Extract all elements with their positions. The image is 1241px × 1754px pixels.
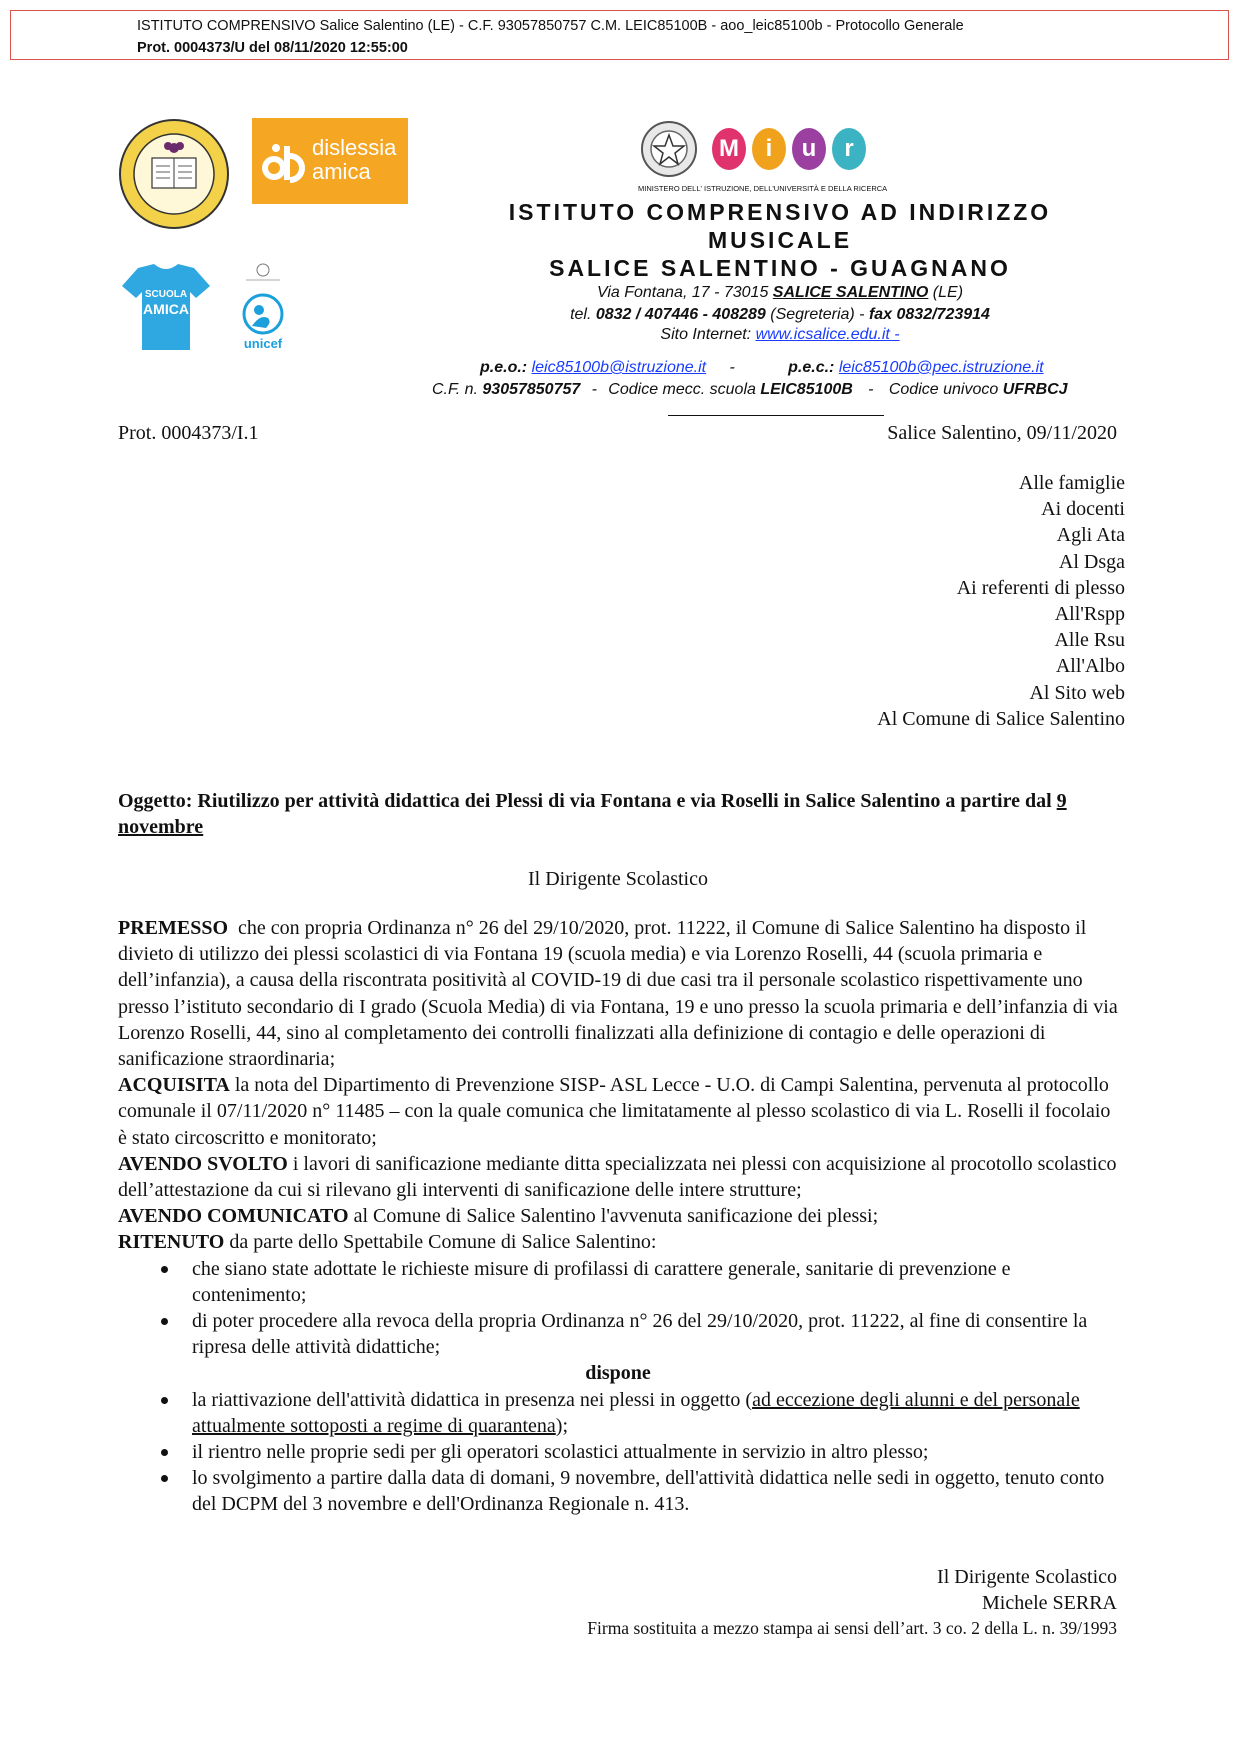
list-item: lo svolgimento a partire dalla data di domani, 9 novembre, dell'attività didattica nelle sedi in oggetto, tenuto conto del DCPM del 3 novembre e dell'Ordinanza Regionale n. 413.: [192, 1465, 1118, 1517]
address-line: [380, 283, 1180, 303]
dislessia-amica-logo: [252, 118, 408, 204]
cod-label: Codice mecc. scuola: [608, 381, 761, 398]
list-item: di poter procedere alla revoca della propria Ordinanza n° 26 del 29/10/2020, prot. 11222, al fine di consentire la ripresa delle attività didattiche;: [192, 1308, 1118, 1360]
school-crest-logo: [118, 118, 230, 230]
place-date: Salice Salentino, 09/11/2020: [887, 422, 1117, 444]
dispone-item-1-post: );: [555, 1414, 568, 1437]
dispone-list: [118, 1387, 1118, 1518]
recipient: Alle Rsu: [1054, 629, 1125, 652]
codes-separator-2: -: [868, 381, 874, 398]
comunicato-label: AVENDO COMUNICATO: [118, 1205, 349, 1228]
recipient: Al Sito web: [1029, 681, 1125, 704]
acquisita-paragraph: [118, 1072, 1118, 1151]
dispone-item-1-pre: la riattivazione dell'attività didattica in presenza nei plessi in oggetto (: [192, 1388, 753, 1411]
signature-note: Firma sostituita a mezzo stampa ai sensi dell’art. 3 co. 2 della L. n. 39/1993: [587, 1618, 1117, 1638]
site-link[interactable]: www.icsalice.edu.it -: [755, 326, 900, 343]
ritenuto-list: [118, 1256, 1118, 1361]
subject-text: Oggetto: Riutilizzo per attività didattica dei Plessi di via Fontana e via Roselli in Salice Salentino a partire dal: [118, 790, 1057, 812]
premesso-paragraph: [118, 915, 1123, 1072]
unicef-globe-icon: [238, 292, 288, 336]
dispone-heading: dispone: [585, 1362, 651, 1385]
acquisita-label: ACQUISITA: [118, 1074, 230, 1097]
miur-letter-u: u: [792, 128, 826, 170]
subject-date: 9 novembre: [118, 790, 1067, 839]
dislessia-label: dislessia: [312, 135, 397, 160]
italian-emblem-icon: [638, 118, 700, 180]
address-province: (LE): [928, 284, 964, 301]
signature-name: Michele SERRA: [982, 1592, 1117, 1615]
svolto-text: i lavori di sanificazione mediante ditta specializzata nei plessi con acquisizione al procotollo scolastico dell’attestazione da cui si rilevano gli interventi di sanificazione delle intere strutture;: [118, 1152, 1117, 1202]
email-separator: -: [729, 359, 735, 376]
recipient: Agli Ata: [1056, 524, 1125, 547]
header-divider: [668, 415, 884, 416]
miur-letter-i: i: [752, 128, 786, 170]
recipient: Ai docenti: [1041, 498, 1125, 521]
miur-letter-m: M: [712, 128, 746, 170]
recipients-list: [877, 470, 1125, 732]
svolto-label: AVENDO SVOLTO: [118, 1152, 288, 1175]
document-body: [118, 915, 1123, 1518]
fax-number: fax 0832/723914: [868, 306, 990, 323]
dispone-item-1-underlined: ad eccezione degli alunni e del personale attualmente sottoposti a regime di quarantena: [192, 1388, 1080, 1437]
cf-value: 93057850757: [482, 381, 581, 398]
scuola-amica-logo: [120, 262, 212, 354]
tel-numbers: 0832 / 407446 - 408289: [595, 306, 766, 323]
cf-label: C.F. n.: [432, 381, 483, 398]
recipient: All'Rspp: [1054, 603, 1125, 626]
miur-letter-r: r: [832, 128, 866, 170]
recipient: Al Dsga: [1058, 550, 1125, 573]
svolto-paragraph: [118, 1151, 1118, 1203]
protocol-number: Prot. 0004373/I.1: [118, 422, 259, 444]
list-item: [192, 1387, 1118, 1439]
stamp-line-1: ISTITUTO COMPRENSIVO Salice Salentino (LE) - C.F. 93057850757 C.M. LEIC85100B - aoo_leic85100b - Protocollo Generale: [137, 18, 964, 34]
codes-separator-1: -: [591, 381, 597, 398]
signature-role: Il Dirigente Scolastico: [937, 1566, 1117, 1588]
subject-line: [118, 788, 1118, 840]
ritenuto-paragraph: [118, 1229, 1118, 1255]
unicef-logo: [238, 262, 288, 352]
email-line: [480, 358, 1080, 378]
list-item: il rientro nelle proprie sedi per gli operatori scolastici attualmente in servizio in altro plesso;: [192, 1439, 1118, 1465]
school-title-line-1: ISTITUTO COMPRENSIVO AD INDIRIZZO: [508, 199, 1052, 225]
dislessia-ad-icon: [260, 140, 310, 184]
address-city: SALICE SALENTINO: [772, 284, 929, 301]
website-line: [380, 325, 1180, 345]
codes-line: [432, 380, 1152, 400]
peo-email-link[interactable]: leic85100b@istruzione.it: [531, 359, 707, 376]
emblem-small-icon: [238, 262, 288, 284]
premesso-text: che con propria Ordinanza n° 26 del 29/10/2020, prot. 11222, il Comune di Salice Salentino ha disposto il divieto di utilizzo dei plessi scolastici di via Fontana 19 (scuola media) e via Lorenzo Roselli, 44 (scuola primaria e dell’infanzia), a causa della riscontrata positività al COVID-19 di due casi tra il personale scolastico rispettivamente uno presso l’istituto secondario di I grado (Scuola Media) di via Fontana, 19 e uno presso la scuola primaria e dell’infanzia di via Lorenzo Roselli, 44, sino al completamento dei controlli finalizzati alla definizione di contagio e delle operazioni di sanificazione straordinaria;: [118, 917, 1123, 1071]
comunicato-paragraph: [118, 1203, 1118, 1229]
pec-email-link[interactable]: leic85100b@pec.istruzione.it: [838, 359, 1044, 376]
acquisita-text: la nota del Dipartimento di Prevenzione SISP- ASL Lecce - U.O. di Campi Salentina, pervenuta al protocollo comunale il 07/11/2020 n° 11485 – con la quale comunica che limitatamente al plesso scolastico di via L. Roselli il focolaio è stato circoscritto e monitorato;: [118, 1074, 1111, 1149]
school-title-line-3: SALICE SALENTINO - GUAGNANO: [549, 255, 1011, 281]
list-item: che siano state adottate le richieste misure di profilassi di carattere generale, sanitarie di prevenzione e contenimento;: [192, 1256, 1118, 1308]
pec-label: p.e.c.:: [788, 359, 839, 376]
amica-shirt-label: AMICA: [143, 301, 189, 317]
cod-value: LEIC85100B: [760, 381, 853, 398]
school-title-line-2: MUSICALE: [707, 227, 853, 253]
dirigente-heading: Il Dirigente Scolastico: [528, 868, 708, 890]
tel-note: (Segreteria) -: [765, 306, 869, 323]
recipient: Alle famiglie: [1018, 472, 1125, 494]
address-street: Via Fontana, 17 - 73015: [596, 284, 773, 301]
univ-label: Codice univoco: [888, 381, 1003, 398]
recipient: Ai referenti di plesso: [956, 576, 1125, 599]
unicef-label: unicef: [243, 336, 283, 351]
comunicato-text: al Comune di Salice Salentino l'avvenuta sanificazione dei plessi;: [348, 1205, 879, 1228]
site-label: Sito Internet:: [660, 326, 756, 343]
stamp-line-2: Prot. 0004373/U del 08/11/2020 12:55:00: [137, 40, 408, 56]
univ-value: UFRBCJ: [1002, 381, 1068, 398]
amica-label: amica: [312, 159, 371, 184]
signature-block: [937, 1564, 1117, 1616]
tel-label: tel.: [570, 306, 596, 323]
peo-label: p.e.o.:: [480, 359, 532, 376]
recipient: All'Albo: [1055, 655, 1125, 678]
ritenuto-text: da parte dello Spettabile Comune di Salice Salentino:: [224, 1231, 657, 1254]
protocol-stamp: [10, 10, 1229, 60]
phone-line: [380, 305, 1180, 325]
recipient: Al Comune di Salice Salentino: [877, 707, 1125, 730]
premesso-label: PREMESSO: [118, 917, 229, 939]
miur-logo: [638, 118, 918, 198]
scuola-label: SCUOLA: [144, 289, 188, 300]
miur-caption: MINISTERO DELL' ISTRUZIONE, DELL'UNIVERSITÀ E DELLA RICERCA: [638, 184, 888, 193]
ritenuto-label: RITENUTO: [118, 1231, 225, 1254]
